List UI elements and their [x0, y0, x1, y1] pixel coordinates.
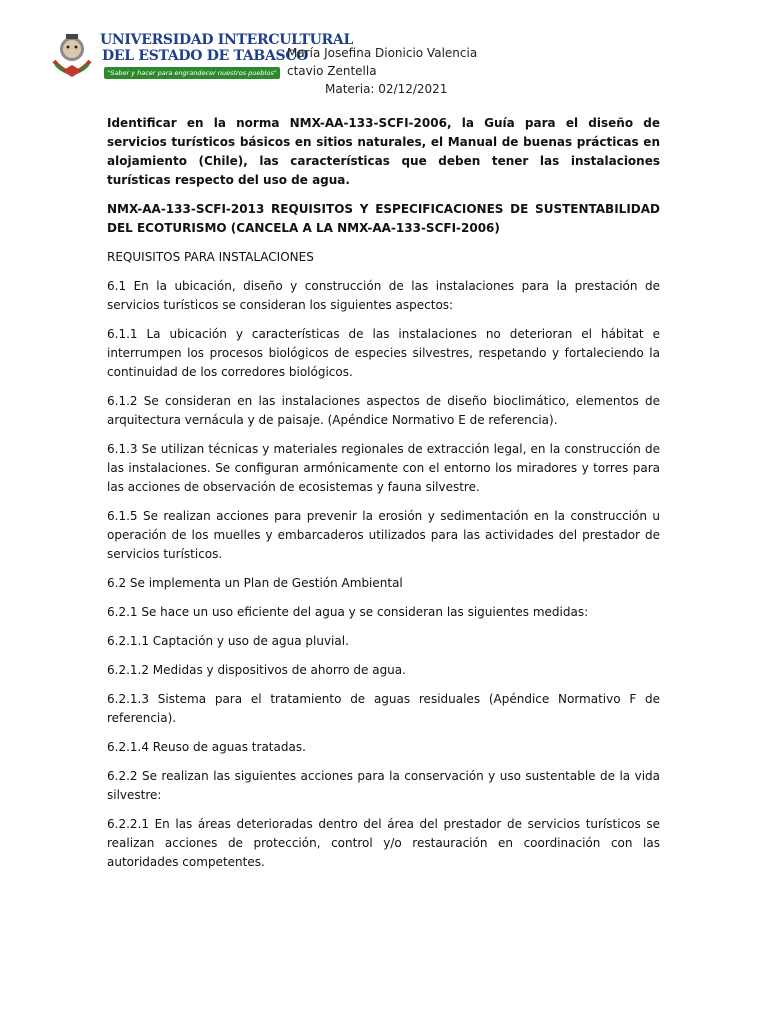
author-name: María Josefina Dionicio Valencia: [287, 46, 478, 60]
paragraph: 6.2.2 Se realizan las siguientes acciones para la conservación y uso sustentable de la vida silvestre:: [107, 769, 660, 802]
document-body: [107, 114, 660, 882]
paragraph: 6.2.1 Se hace un uso eficiente del agua y se consideran las siguientes medidas:: [107, 605, 589, 619]
paragraph: 6.2.2.1 En las áreas deterioradas dentro del área del prestador de servicios turísticos se realizan acciones de protección, control y/o restauración en coordinación con las autoridades competentes.: [107, 817, 660, 869]
university-emblem-icon: [50, 31, 94, 81]
paragraph: 6.2.1.3 Sistema para el tratamiento de aguas residuales (Apéndice Normativo F de referencia).: [107, 692, 660, 725]
logo-state-name: DEL ESTADO DE TABASCO: [102, 48, 309, 64]
teacher-name: ctavio Zentella: [287, 64, 377, 78]
logo-university-name: UNIVERSIDAD INTERCULTURAL: [100, 32, 353, 48]
paragraph: 6.1.2 Se consideran en las instalaciones aspectos de diseño bioclimático, elementos de arquitectura vernácula y de paisaje. (Apéndice Normativo E de referencia).: [107, 394, 660, 427]
assignment-prompt: Identificar en la norma NMX-AA-133-SCFI-2006, la Guía para el diseño de servicios turísticos básicos en sitios naturales, el Manual de buenas prácticas en alojamiento (Chile), las características que deben tener las instalaciones turísticas respecto del uso de agua.: [107, 116, 660, 187]
paragraph: 6.1.3 Se utilizan técnicas y materiales regionales de extracción legal, en la construcción de las instalaciones. Se configuran armónicamente con el entorno los miradores y torres para las acciones de observación de ecosistemas y fauna silvestre.: [107, 442, 660, 494]
norm-title: NMX-AA-133-SCFI-2013 REQUISITOS Y ESPECIFICACIONES DE SUSTENTABILIDAD DEL ECOTURISMO (CANCELA A LA NMX-AA-133-SCFI-2006): [107, 202, 660, 235]
date-line: Materia: 02/12/2021: [325, 82, 448, 96]
logo-slogan: "Saber y hacer para engrandecer nuestros pueblos": [104, 67, 280, 79]
paragraph: 6.1.1 La ubicación y características de las instalaciones no deterioran el hábitat e interrumpen los procesos biológicos de especies silvestres, respetando y fortaleciendo la continuidad de los corredores biológicos.: [107, 327, 660, 379]
paragraph: 6.2 Se implementa un Plan de Gestión Ambiental: [107, 576, 403, 590]
paragraph: 6.2.1.4 Reuso de aguas tratadas.: [107, 740, 306, 754]
paragraph: 6.2.1.2 Medidas y dispositivos de ahorro de agua.: [107, 663, 406, 677]
paragraph: 6.2.1.1 Captación y uso de agua pluvial.: [107, 634, 349, 648]
paragraph: 6.1.5 Se realizan acciones para prevenir la erosión y sedimentación en la construcción u operación de los muelles y embarcaderos utilizados para las actividades del prestador de servicios turísticos.: [107, 509, 660, 561]
paragraph: 6.1 En la ubicación, diseño y construcción de las instalaciones para la prestación de servicios turísticos se consideran los siguientes aspectos:: [107, 279, 660, 312]
section-title: REQUISITOS PARA INSTALACIONES: [107, 250, 314, 264]
